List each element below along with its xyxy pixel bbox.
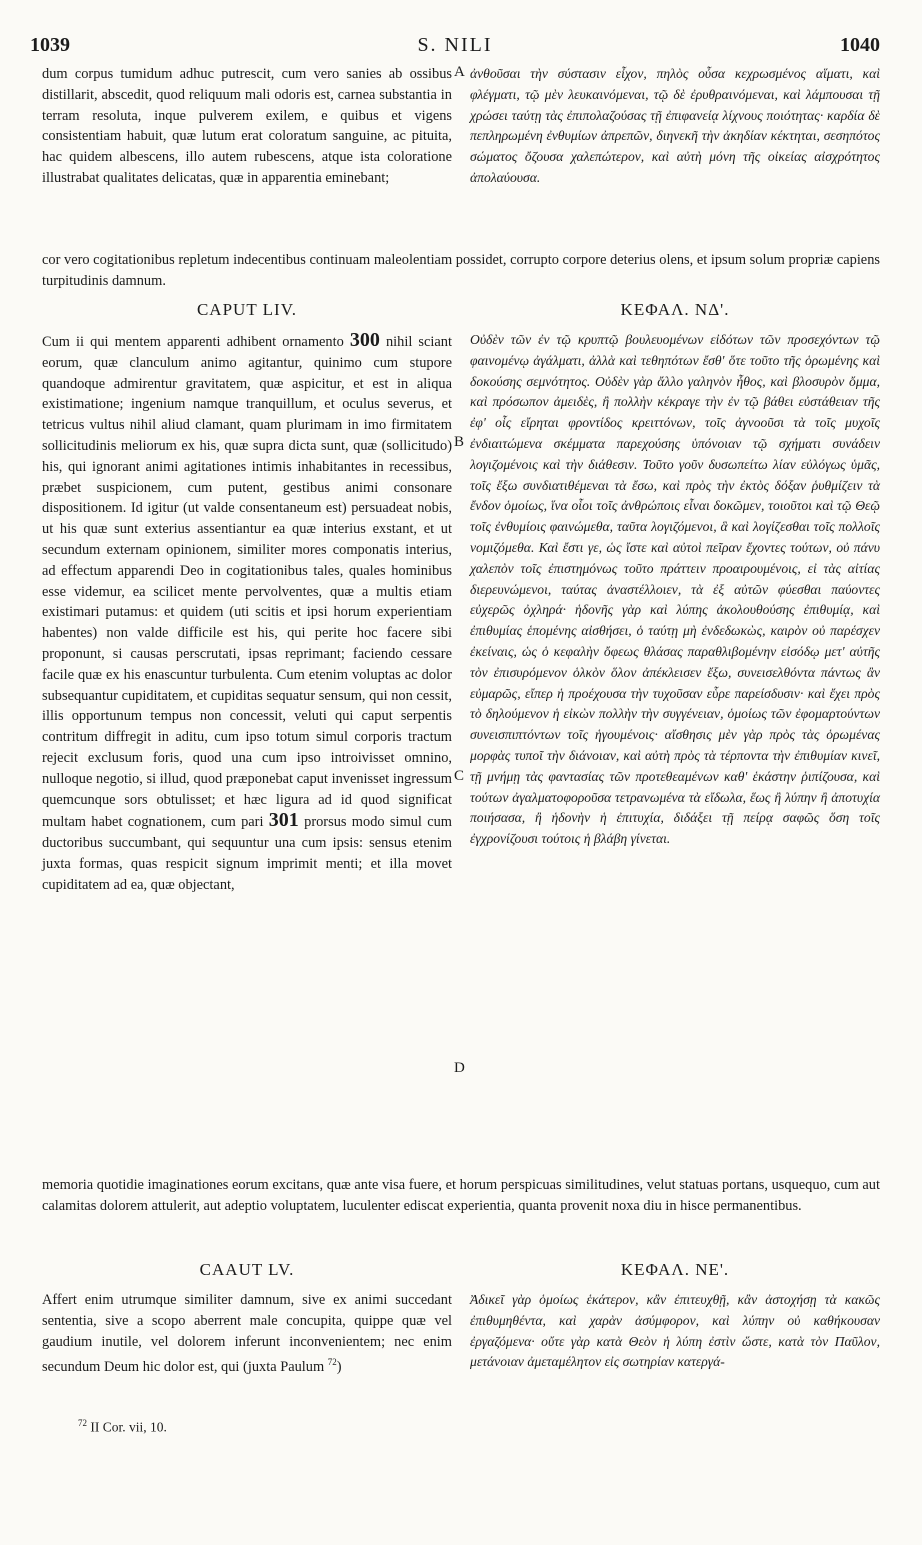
greek-column-top (470, 64, 880, 189)
full-width-paragraph: memoria quotidie imaginationes eorum excitans, quæ ante visa fuere, et horum perspicuas similitudines, velut statuas portans, usquequo, cum aut calamitas dolorem attulerit, aut adeptio voluptatem, luculenter ediscat experientia, quanta provenit noxa diu in hisce permanentibus. (42, 1177, 880, 1214)
latin-chapter-heading-54: CAPUT LIV. (196, 300, 298, 319)
page-marker-301: 301 (268, 809, 299, 832)
latin-text: Affert enim utrumque similiter damnum, sive ex animi succedant sententia, sive a scopo aberrent male concupita, quippe quæ vel gaudium inutile, vel dolorem inferunt inconvenientem; nec enim secundum Deum hic dolor est, qui (juxta Paulum (42, 1292, 452, 1376)
margin-letter-a: A (454, 64, 465, 80)
greek-column-55 (470, 1290, 880, 1373)
latin-column-top (42, 64, 452, 189)
latin-text: ) (336, 1359, 342, 1376)
footnote-text: II Cor. vii, 10. (90, 1419, 167, 1435)
greek-column-54 (470, 330, 880, 850)
latin-text: nihil sciant eorum, quæ clanculum animo agitantur, quinimo cum stupore quandoque admirentur gravitatem, quæ aspicitur, et est in aliqua existimatione; ingenium namque tranquillum, et oculus severus, et tetricus vultus nihil aliud clamant, quam plurimam in imo firmitatem sollicitudinis meliorum ex his, quæ supra dicta sunt, quæ (sollicitudo) his, qui ignorant animi agitationes intimis inhabitantes in recessibus, præbet suspicionem, cum putent, gestibus animi consonare dispositionem. Id igitur (ut valde consentaneum est) persuadeat nobis, ut his quæ sunt exterius assentiantur ea quæ interius exstant, et ut secundum externam opinionem, similiter mores componatis interius, ad effectum apparendi Deo in cogitationibus tales, quales hominibus esse videmur, ea scilicet mente pervolventes, quæ a multis etiam existimari putamus: et quidem (uti scitis et ipsi horum experientiam habentes) non valde difficile est his, qui perite hoc facere sibi proponunt, si causas perscrutati, ipsas reprimant; faciendo cessare facile quæ ex his enascuntur turbulenta. Cum etenim voluptas ac dolor subsequantur cupiditatem, et cupiditas sequatur sensum, qui non cessit, illis opportunum tempus non concessit, veluti qui caput serpentis contritum diffregit in aditu, cum ipso totum simul corporis tractum rejecit exclusum foris, quod una cum ipso introivisset omnino, nulloque negotio, si illud, quod præponebat caput invenisset ingressum quemcunque sors obtulisset; et hæc ligura ad id quod significat multam habet cognationem, cum pari (42, 334, 452, 831)
footnote-reference: 72 (327, 1357, 337, 1368)
latin-paragraph (42, 330, 452, 896)
greek-chapter-heading-54: ΚΕΦΑΛ. ΝΔ'. (620, 300, 730, 319)
latin-chapter-heading-55: CAAUT LV. (199, 1260, 295, 1279)
full-width-paragraph: cor vero cogitationibus repletum indecentibus continuam maleolentiam possidet, corrupto corpore deterius olens, et ipsum solum propriæ capiens turpitudinis damnum. (42, 252, 880, 289)
running-title: S. NILI (417, 34, 493, 56)
footnote (78, 1418, 167, 1436)
greek-paragraph: Οὐδὲν τῶν ἐν τῷ κρυπτῷ βουλευομένων εἰδότων τῶν προσεχόντων τῷ φαινομένῳ ἀγάλματι, ἀλλὰ καὶ τεθηπότων ἔσθ' ὅτε τοῦτο τῆς ὁρωμένης καὶ δοκούσης σεμνότητος. Οὐδὲν γὰρ ἄλλο γαληνὸν ἦθος, καὶ βλοσυρὸν ὄμμα, καὶ πρόσωπον ἀμειδὲς, ἢ πολλὴν κέκραγε τὴν ἐν τῷ βάθει εὐστάθειαν τῆς ἐφ' οἷς εἴρηται φροντίδος κρειττόνων, τοῖς ἀγνοοῦσι τὰ τοῖς μυχοῖς ἐνδιαιτώμενα σκέμματα παρεχούσης ὑπόνοιαν τῷ σχήματι συνάδειν λογιζομένοις καὶ τὴν διάθεσιν. Τοῦτο γοῦν δυσωπείτω λίαν εὐλόγως ὑμᾶς, τοῖς ἔξω συνδιατιθέμεναι τὰ ἔσω, καὶ πρὸς τὴν ἐκτὸς δόξαν ῥυθμίζειν τὰ ἔνδον ὁμοίως, ἵνα οἷοι τοῖς ἀνθρώποις εἶναι δοκῶμεν, τοιοῦτοι καὶ τῷ Θεῷ τοῖς ἐνθυμίοις φαινώμεθα, ταῦτα λογιζόμενοι, ἃ καὶ λογίζεσθαι τοῖς πολλοῖς νομιζόμεθα. Καὶ ἔστι γε, ὡς ἴστε καὶ αὐτοὶ πεῖραν ἔχοντες τούτων, οὐ πάνυ χαλεπὸν τοῖς ἐπιστημόνως τοῦτο πράττειν προαιρουμένοις, εἰ τὰς αἰτίας διερευνώμενοι, ταύτας ἀναστέλλοιεν, τὰ ἐξ αὐτῶν φύεσθαι παύοντες εὐχερῶς ὀχληρά· ἡδονῆς γὰρ καὶ λύπης ἀκολουθούσης ἐπιθυμίᾳ, καὶ ἐπιθυμίας ἑπομένης αἰσθήσει, ὁ ταύτῃ μὴ ἐνδεδωκὼς, καιρὸν οὐ παρέσχεν ἐκείναις, ὡς ὁ κεφαλὴν ὄφεως θλάσας παραθλιβομένην εἰσόδῳ μετ' αὐτῆς τὸν ἐπισυρόμενον ὁλκὸν ὅλον ἀπέκλεισεν ἔξω, συνεισελθόντα πάντως ἂν εὐμαρῶς, εἴπερ ἡ προέχουσα τὴν τυχοῦσαν εὗρε παρείσδυσιν· καὶ ἔχει πρὸς τὸ δηλούμενον ἡ εἰκὼν πολλὴν τὴν συγγένειαν, ὁμοίως τῶν ἐφομαρτούντων συνεισπιπτόντων τοῖς ἡγουμένοις· αἴσθησις μὲν γὰρ πρὸς τὰς ὁρωμένας μορφὰς τυποῖ τὴν διάνοιαν, καὶ αὐτὴ πρὸς τὰ τέρποντα τὴν ἐπιθυμίαν κινεῖ, τῇ μνήμῃ τὰς φαντασίας τῶν προτεθεαμένων καθ' ἑκάστην ῥιπίζουσα, καὶ τούτων ἀγαλματοφοροῦσα τετρανωμένα τὰ εἴδωλα, ἕως ἢ λύπην ἢ ἀποτυχία ποιήσασα, ἢ ἡδονὴν ἡ ἐπιτυχία, διδάξει τῇ πείρᾳ σαφῶς ὅση τοῖς ἐγχρονίζουσι τούτοις ἡ βλάβη γίνεται. (470, 332, 880, 847)
margin-letter-c: C (454, 768, 465, 784)
full-width-line-54 (42, 1175, 880, 1217)
full-width-line-top (42, 250, 880, 292)
latin-column-54 (42, 330, 452, 896)
margin-letter-d: D (454, 1060, 465, 1076)
greek-paragraph: Ἀδικεῖ γὰρ ὁμοίως ἑκάτερον, κἂν ἐπιτευχθῇ, κἂν ἀστοχήσῃ τὰ κακῶς ἐπιθυμηθέντα, καὶ χαρὰν ἀσύμφορον, καὶ λύπην οὐ καθήκουσαν ἐργαζόμενα· οὔτε γὰρ κατὰ Θεὸν ἡ λύπη ἐστὶν ὥστε, κατὰ τὸν Παῦλον, μετάνοιαν ἀμεταμέλητον εἰς σωτηρίαν κατεργά- (470, 1292, 880, 1370)
greek-chapter-heading-55: ΚΕΦΑΛ. ΝΕ'. (620, 1260, 730, 1279)
latin-paragraph: dum corpus tumidum adhuc putrescit, cum vero sanies ab ossibus distillarit, abscedit, quod reliquum mali odoris est, carnea substantia in terram resoluta, inque pulverem exilem, e quibus et vigens consistentiam habuit, quæ lutum erat coloratum sanguine, ac pituita, hac quidem albescens, illo autem rubescens, atque ista coloratione illustrabat qualitates delicatas, quæ in apparentia eminebant; (42, 66, 452, 186)
page-header (30, 34, 880, 60)
latin-paragraph (42, 1290, 452, 1378)
page-marker-300: 300 (349, 329, 380, 351)
greek-paragraph: ἀνθοῦσαι τὴν σύστασιν εἶχον, πηλὸς οὖσα κεχρωσμένος αἵματι, καὶ φλέγματι, τῷ μὲν λευκαινόμεναι, τῷ δὲ ἐρυθραινόμεναι, καὶ λάμπουσαι τῇ χρώσει ταύτῃ τὰς ἐπιπολαζούσας τῇ ἐπιφανείᾳ λίχνους ποιότητας· καρδία δὲ πεπληρωμένη ἐνθυμίων ἀπρεπῶν, διηνεκῆ τὴν ἀκηδίαν κέκτηται, σεσηπότος σώματος ὄζουσα χαλεπώτερον, καὶ αὐτὴ μόνη τῆς οἰκείας αἰσχρότητος ἀπολαύουσα. (470, 66, 880, 185)
footnote-number: 72 (78, 1418, 87, 1428)
page-number-right: 1040 (840, 34, 880, 56)
latin-text: Cum ii qui mentem apparenti adhibent ornamento (42, 334, 344, 350)
page-number-left: 1039 (30, 34, 70, 56)
margin-letter-b: B (454, 434, 465, 450)
latin-text: prorsus modo simul cum ductoribus succumbant, qui sequuntur una cum ipsis: sensus etenim juxta formas, quas respicit signum imprimit menti; et illa movet cupiditatem ad ea, quæ objectant, (42, 814, 452, 893)
latin-column-55 (42, 1290, 452, 1378)
